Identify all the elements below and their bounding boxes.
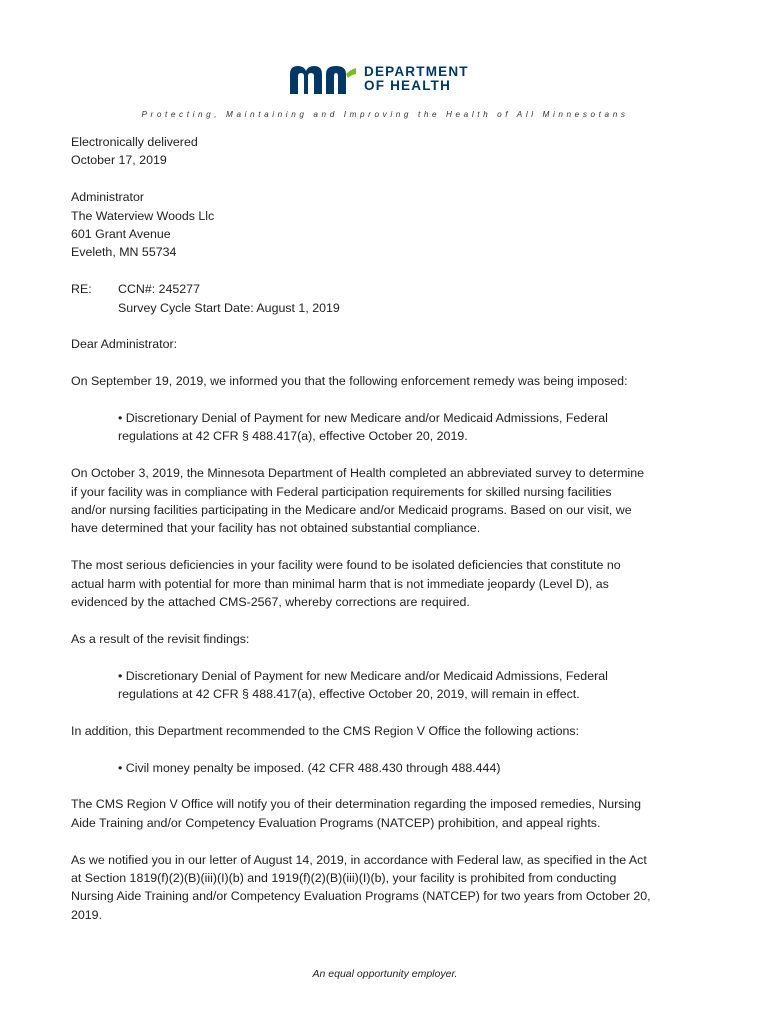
- footer-note: An equal opportunity employer.: [312, 968, 458, 980]
- delivery-method: Electronically delivered: [71, 135, 198, 149]
- tagline: Protecting, Maintaining and Improving the Health of All Minnesotans: [141, 110, 629, 119]
- bullet-2-line-2: regulations at 42 CFR § 488.417(a), effective October 20, 2019, will remain in effect.: [118, 687, 580, 702]
- paragraph-6-line-1: The CMS Region V Office will notify you of their determination regarding the imposed remedies, Nursing: [71, 797, 642, 812]
- recipient-street: 601 Grant Avenue: [71, 227, 171, 242]
- paragraph-2-line-1: On October 3, 2019, the Minnesota Department of Health completed an abbreviated survey to determine: [71, 466, 645, 481]
- ccn-line: CCN#: 245277: [118, 282, 200, 297]
- recipient-org: The Waterview Woods Llc: [71, 208, 215, 223]
- re-block: [71, 280, 711, 317]
- paragraph-6-line-2: Aide Training and/or Competency Evaluation Programs (NATCEP) prohibition, and appeal rights.: [71, 815, 601, 830]
- paragraph-3-line-2: actual harm with potential for more than minimal harm that is not immediate jeopardy (Level D), as: [71, 576, 609, 591]
- recipient-city: Eveleth, MN 55734: [71, 245, 177, 260]
- department-name: [364, 65, 469, 93]
- paragraph-2-line-2: if your facility was in compliance with Federal participation requirements for skilled nursing facilities: [71, 484, 612, 499]
- paragraph-3-line-3: evidenced by the attached CMS-2567, whereby corrections are required.: [71, 595, 470, 610]
- paragraph-7-line-1: As we notified you in our letter of August 14, 2019, in accordance with Federal law, as specified in the Act: [71, 852, 647, 867]
- department-line-1: DEPARTMENT: [364, 64, 469, 79]
- letter-date: October 17, 2019: [71, 153, 167, 168]
- paragraph-2-line-4: have determined that your facility has not obtained substantial compliance.: [71, 521, 481, 536]
- survey-date-line: Survey Cycle Start Date: August 1, 2019: [118, 300, 340, 315]
- salutation: Dear Administrator:: [71, 337, 178, 352]
- bullet-1-line-1: • Discretionary Denial of Payment for new Medicare and/or Medicaid Admissions, Federal: [118, 411, 608, 426]
- paragraph-7-line-3: Nursing Aide Training and/or Competency Evaluation Programs (NATCEP) for two years from October 20,: [71, 889, 651, 904]
- mn-logo-icon: [290, 64, 356, 94]
- paragraph-3-line-1: The most serious deficiencies in your facility were found to be isolated deficiencies that constitute no: [71, 558, 621, 573]
- paragraph-2-line-3: and/or nursing facilities participating in the Medicare and/or Medicaid programs. Based on our visit, we: [71, 503, 632, 518]
- mn-health-logo: [290, 62, 469, 96]
- bullet-1-line-2: regulations at 42 CFR § 488.417(a), effective October 20, 2019.: [118, 429, 468, 444]
- paragraph-7-line-4: 2019.: [71, 907, 103, 922]
- paragraph-5: In addition, this Department recommended to the CMS Region V Office the following actions:: [71, 723, 580, 738]
- recipient-title: Administrator: [71, 190, 144, 205]
- paragraph-4: As a result of the revisit findings:: [71, 631, 250, 646]
- department-line-2: OF HEALTH: [364, 78, 452, 93]
- bullet-2-line-1: • Discretionary Denial of Payment for new Medicare and/or Medicaid Admissions, Federal: [118, 668, 608, 683]
- letter-body: [71, 133, 711, 924]
- re-label: RE:: [71, 282, 92, 297]
- paragraph-7-line-2: at Section 1819(f)(2)(B)(iii)(I)(b) and 1919(f)(2)(B)(iii)(I)(b), your facility is prohibited from conducting: [71, 871, 617, 886]
- paragraph-1: On September 19, 2019, we informed you that the following enforcement remedy was being imposed:: [71, 374, 628, 389]
- bullet-3: • Civil money penalty be imposed. (42 CFR 488.430 through 488.444): [118, 760, 501, 775]
